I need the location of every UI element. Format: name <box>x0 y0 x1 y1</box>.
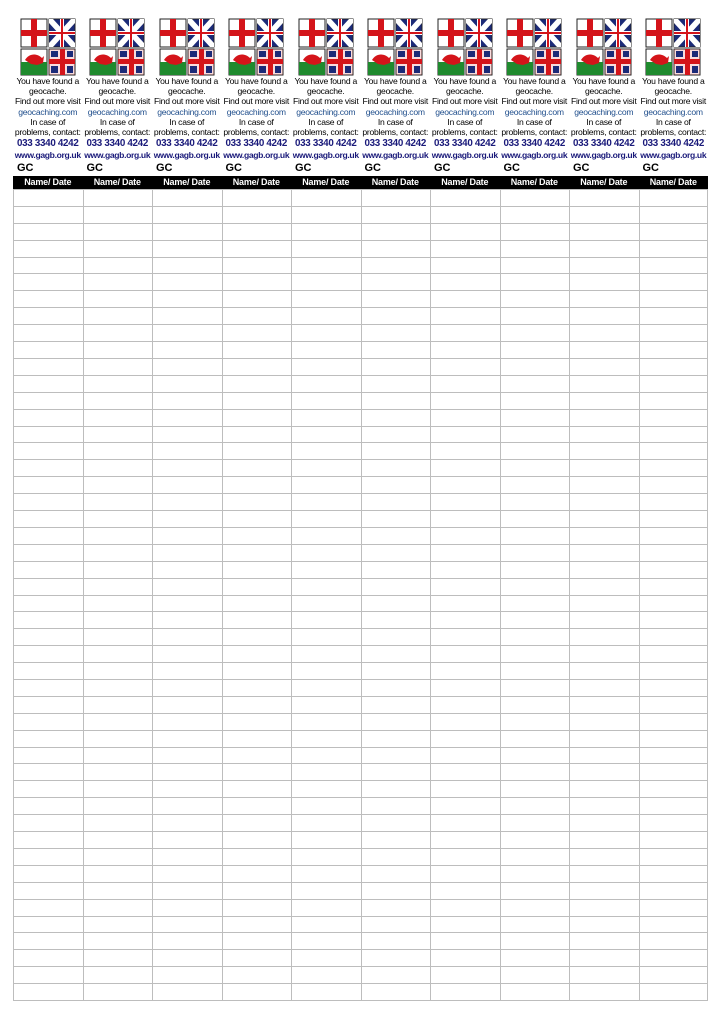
contact-line: problems, contact: <box>501 127 568 138</box>
geocaching-link[interactable]: geocaching.com <box>18 106 78 117</box>
geocache-line: geocache. <box>29 86 67 97</box>
found-line: You have found a <box>224 76 288 86</box>
contact-line: problems, contact: <box>640 127 707 138</box>
found-line: You have found a <box>433 76 497 86</box>
in-case-line: In case of <box>586 116 622 127</box>
gc-code-label: GC <box>86 162 103 175</box>
phone-number: 033 3340 4242 <box>642 138 704 150</box>
strip-header <box>639 16 709 176</box>
geocaching-link[interactable]: geocaching.com <box>435 106 495 117</box>
found-line: You have found a <box>155 76 219 86</box>
gc-code-label: GC <box>434 162 451 175</box>
visit-line: Find out more visit <box>154 96 220 107</box>
geocaching-link[interactable]: geocaching.com <box>226 106 286 117</box>
strip-header <box>569 16 639 176</box>
found-line: You have found a <box>641 76 705 86</box>
name-date-header: Name/ Date <box>24 177 72 188</box>
phone-number: 033 3340 4242 <box>86 138 148 150</box>
gagb-logo-icon <box>430 16 500 76</box>
found-line: You have found a <box>502 76 566 86</box>
name-date-header: Name/ Date <box>93 177 141 188</box>
gc-code-label: GC <box>225 162 242 175</box>
website-link[interactable]: www.gagb.org.uk <box>84 150 151 161</box>
geocaching-link[interactable]: geocaching.com <box>296 106 356 117</box>
contact-line: problems, contact: <box>431 127 498 138</box>
gagb-logo-icon <box>291 16 361 76</box>
phone-number: 033 3340 4242 <box>225 138 287 150</box>
strip-headers <box>13 16 708 176</box>
gagb-logo-icon <box>361 16 431 76</box>
contact-line: problems, contact: <box>362 127 429 138</box>
visit-line: Find out more visit <box>223 96 289 107</box>
phone-number: 033 3340 4242 <box>434 138 496 150</box>
geocache-line: geocache. <box>237 86 275 97</box>
name-date-header: Name/ Date <box>302 177 350 188</box>
strip-header <box>152 16 222 176</box>
gc-code-label: GC <box>17 162 34 175</box>
visit-line: Find out more visit <box>501 96 567 107</box>
website-link[interactable]: www.gagb.org.uk <box>640 150 707 161</box>
visit-line: Find out more visit <box>84 96 150 107</box>
phone-number: 033 3340 4242 <box>156 138 218 150</box>
gc-code-label: GC <box>295 162 312 175</box>
in-case-line: In case of <box>516 116 552 127</box>
name-date-header: Name/ Date <box>371 177 419 188</box>
geocache-line: geocache. <box>376 86 414 97</box>
geocaching-link[interactable]: geocaching.com <box>157 106 217 117</box>
geocache-line: geocache. <box>585 86 623 97</box>
in-case-line: In case of <box>238 116 274 127</box>
in-case-line: In case of <box>169 116 205 127</box>
contact-line: problems, contact: <box>570 127 637 138</box>
strip-header <box>361 16 431 176</box>
gagb-logo-icon <box>569 16 639 76</box>
gagb-logo-icon <box>152 16 222 76</box>
strip-header <box>291 16 361 176</box>
found-line: You have found a <box>85 76 149 86</box>
geocache-line: geocache. <box>307 86 345 97</box>
name-date-header: Name/ Date <box>163 177 211 188</box>
visit-line: Find out more visit <box>293 96 359 107</box>
found-line: You have found a <box>572 76 636 86</box>
gc-code-label: GC <box>573 162 590 175</box>
contact-line: problems, contact: <box>14 127 81 138</box>
contact-line: problems, contact: <box>84 127 151 138</box>
in-case-line: In case of <box>447 116 483 127</box>
visit-line: Find out more visit <box>640 96 706 107</box>
geocaching-link[interactable]: geocaching.com <box>504 106 564 117</box>
in-case-line: In case of <box>308 116 344 127</box>
visit-line: Find out more visit <box>432 96 498 107</box>
geocache-line: geocache. <box>515 86 553 97</box>
log-grid <box>13 189 708 1001</box>
website-link[interactable]: www.gagb.org.uk <box>292 150 359 161</box>
found-line: You have found a <box>294 76 358 86</box>
logbook-sheet <box>13 16 708 1001</box>
in-case-line: In case of <box>30 116 66 127</box>
gc-code-label: GC <box>364 162 381 175</box>
in-case-line: In case of <box>99 116 135 127</box>
phone-number: 033 3340 4242 <box>17 138 79 150</box>
found-line: You have found a <box>363 76 427 86</box>
website-link[interactable]: www.gagb.org.uk <box>501 150 568 161</box>
geocache-line: geocache. <box>654 86 692 97</box>
gagb-logo-icon <box>639 16 709 76</box>
gagb-logo-icon <box>13 16 83 76</box>
geocaching-link[interactable]: geocaching.com <box>574 106 634 117</box>
in-case-line: In case of <box>655 116 691 127</box>
website-link[interactable]: www.gagb.org.uk <box>14 150 81 161</box>
website-link[interactable]: www.gagb.org.uk <box>153 150 220 161</box>
geocaching-link[interactable]: geocaching.com <box>365 106 425 117</box>
geocaching-link[interactable]: geocaching.com <box>87 106 147 117</box>
found-line: You have found a <box>16 76 80 86</box>
gagb-logo-icon <box>83 16 153 76</box>
strip-header <box>222 16 292 176</box>
geocaching-link[interactable]: geocaching.com <box>643 106 703 117</box>
website-link[interactable]: www.gagb.org.uk <box>431 150 498 161</box>
strip-header <box>500 16 570 176</box>
name-date-header-bar <box>13 176 708 189</box>
strip-header <box>430 16 500 176</box>
visit-line: Find out more visit <box>362 96 428 107</box>
website-link[interactable]: www.gagb.org.uk <box>570 150 637 161</box>
website-link[interactable]: www.gagb.org.uk <box>223 150 290 161</box>
gagb-logo-icon <box>222 16 292 76</box>
name-date-header: Name/ Date <box>580 177 628 188</box>
in-case-line: In case of <box>377 116 413 127</box>
contact-line: problems, contact: <box>292 127 359 138</box>
name-date-header: Name/ Date <box>441 177 489 188</box>
gc-code-label: GC <box>503 162 520 175</box>
name-date-header: Name/ Date <box>510 177 558 188</box>
name-date-header: Name/ Date <box>232 177 280 188</box>
gc-code-label: GC <box>642 162 659 175</box>
name-date-header: Name/ Date <box>649 177 697 188</box>
strip-header <box>83 16 153 176</box>
grid-lines <box>13 189 708 1001</box>
phone-number: 033 3340 4242 <box>364 138 426 150</box>
contact-line: problems, contact: <box>223 127 290 138</box>
geocache-line: geocache. <box>168 86 206 97</box>
contact-line: problems, contact: <box>153 127 220 138</box>
phone-number: 033 3340 4242 <box>503 138 565 150</box>
phone-number: 033 3340 4242 <box>295 138 357 150</box>
geocache-line: geocache. <box>98 86 136 97</box>
visit-line: Find out more visit <box>15 96 81 107</box>
visit-line: Find out more visit <box>571 96 637 107</box>
website-link[interactable]: www.gagb.org.uk <box>362 150 429 161</box>
phone-number: 033 3340 4242 <box>573 138 635 150</box>
gc-code-label: GC <box>156 162 173 175</box>
strip-header <box>13 16 83 176</box>
gagb-logo-icon <box>500 16 570 76</box>
geocache-line: geocache. <box>446 86 484 97</box>
